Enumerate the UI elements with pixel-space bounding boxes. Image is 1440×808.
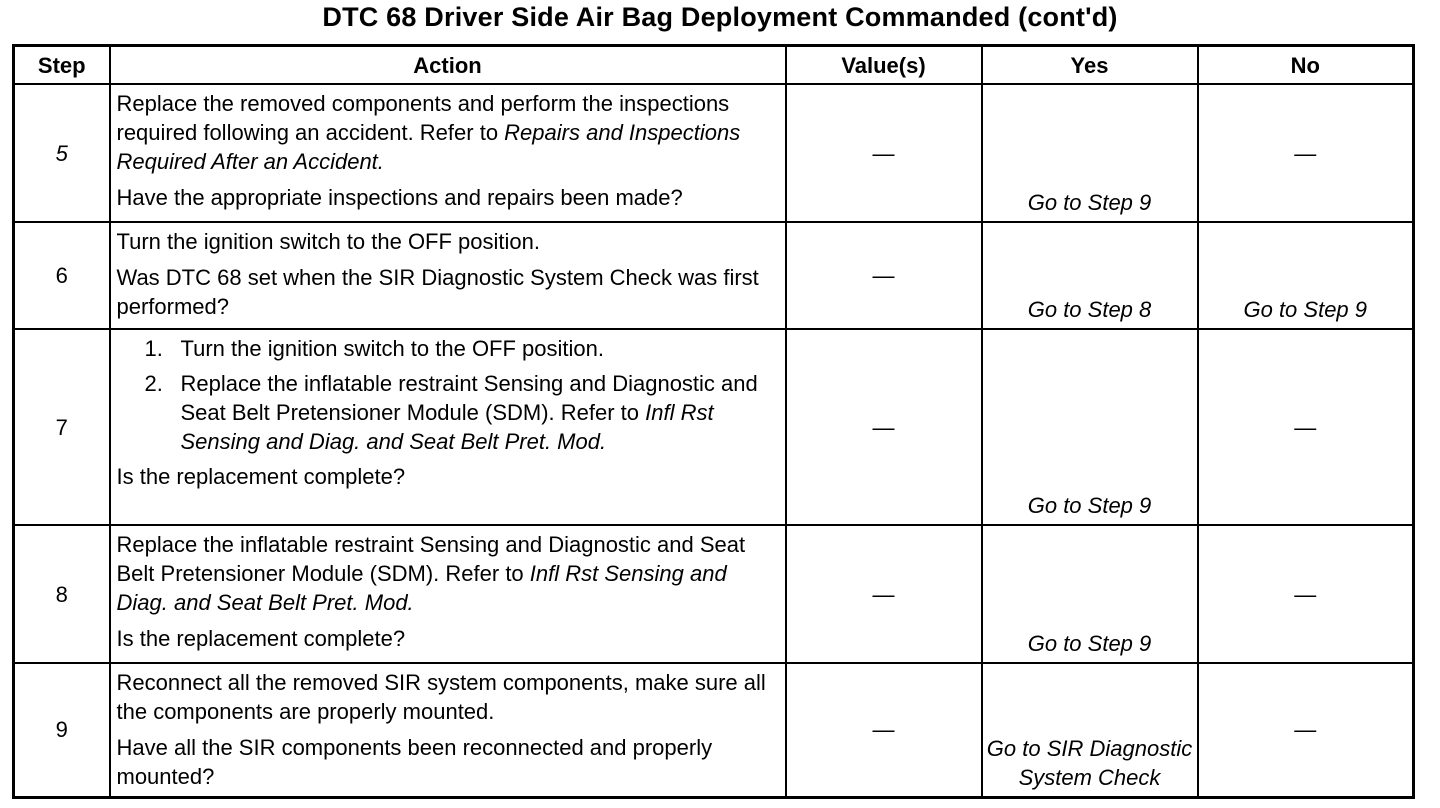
table-row — [14, 329, 1414, 525]
step-number: 7 — [14, 329, 110, 525]
table-row — [14, 84, 1414, 222]
header-yes: Yes — [982, 46, 1198, 85]
table-row — [14, 222, 1414, 329]
action-cell — [110, 222, 786, 329]
header-values: Value(s) — [786, 46, 982, 85]
action-text: Turn the ignition switch to the OFF position. — [116, 229, 540, 254]
diagnostic-table — [12, 44, 1415, 799]
yes-cell: Go to Step 9 — [982, 329, 1198, 525]
reference-link-text: SIR Diagnostic System Check — [1018, 735, 1193, 790]
header-row — [14, 46, 1414, 85]
table-row — [14, 525, 1414, 663]
value-text: — — [872, 263, 895, 288]
reference-link-text: Infl Rst Sensing and Diag. and Seat Belt Pret. Mod. — [180, 400, 714, 454]
value-cell — [786, 329, 982, 525]
no-cell — [1198, 84, 1414, 222]
header-no: No — [1198, 46, 1414, 85]
no-text: — — [1294, 414, 1317, 440]
question-text: Have all the SIR components been reconnected and properly mounted? — [116, 735, 713, 789]
yes-cell: Go to Step 8 — [982, 222, 1198, 329]
table-row — [14, 663, 1414, 797]
question-text: Is the replacement complete? — [116, 464, 406, 489]
value-cell — [786, 84, 982, 222]
step-number: 5 — [14, 84, 110, 222]
action-text: Replace the removed components and perform the inspections required following an accident. Refer to Repairs and Inspections Required After an Accident. — [116, 91, 741, 174]
yes-cell — [982, 663, 1198, 797]
action-text: Replace the inflatable restraint Sensing and Diagnostic and Seat Belt Pretensioner Module (SDM). Refer to Infl Rst Sensing and Diag. and Seat Belt Pret. Mod. — [116, 532, 746, 615]
reference-link-text: Repairs and Inspections Required After an Accident. — [116, 120, 741, 174]
action-text: Reconnect all the removed SIR system components, make sure all the components are properly mounted. — [116, 670, 766, 724]
question-text: Have the appropriate inspections and repairs been made? — [116, 185, 683, 210]
value-text: — — [872, 140, 895, 166]
no-cell: Go to Step 9 — [1198, 222, 1414, 329]
no-text: — — [1294, 581, 1317, 607]
action-cell — [110, 663, 786, 797]
list-item-text: Turn the ignition switch to the OFF position. — [180, 336, 604, 361]
yes-prefix: Go to — [986, 735, 1047, 761]
no-cell — [1198, 329, 1414, 525]
list-item — [145, 369, 779, 456]
list-item-text: Replace the inflatable restraint Sensing and Diagnostic and Seat Belt Pretensioner Module (SDM). Refer to — [180, 371, 758, 425]
list-item-number: 2. — [144, 371, 163, 396]
yes-cell: Go to Step 9 — [982, 525, 1198, 663]
yes-cell: Go to Step 9 — [982, 84, 1198, 222]
value-text: — — [872, 717, 895, 743]
no-text: — — [1294, 140, 1317, 166]
action-cell — [110, 84, 786, 222]
step-number: 6 — [14, 222, 110, 329]
value-text: — — [872, 414, 895, 440]
action-cell — [110, 329, 786, 525]
header-step: Step — [14, 46, 110, 85]
step-number: 9 — [14, 663, 110, 797]
question-text: Is the replacement complete? — [116, 626, 406, 651]
page-title: DTC 68 Driver Side Air Bag Deployment Commanded (cont'd) — [322, 2, 1118, 32]
question-text: Was DTC 68 set when the SIR Diagnostic System Check was first performed? — [116, 265, 759, 319]
no-cell — [1198, 525, 1414, 663]
list-item — [145, 334, 779, 363]
no-cell — [1198, 663, 1414, 797]
header-action: Action — [110, 46, 786, 85]
step-number: 8 — [14, 525, 110, 663]
value-cell — [786, 222, 982, 329]
action-cell — [110, 525, 786, 663]
list-item-number: 1. — [144, 336, 163, 361]
numbered-list — [117, 334, 779, 456]
value-text: — — [872, 581, 895, 607]
reference-link-text: Infl Rst Sensing and Diag. and Seat Belt Pret. Mod. — [116, 561, 727, 615]
no-text: — — [1294, 717, 1317, 743]
value-cell — [786, 663, 982, 797]
value-cell — [786, 525, 982, 663]
